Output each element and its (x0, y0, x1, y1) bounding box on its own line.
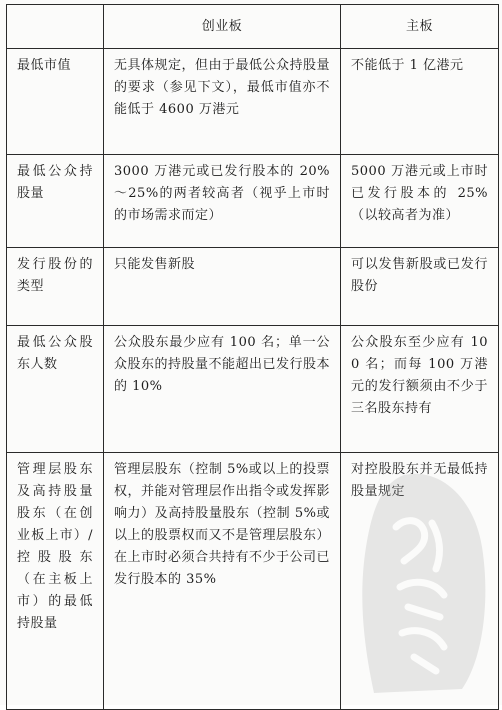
row-label: 发行股份的类型 (7, 248, 104, 326)
gem-cell: 只能发售新股 (104, 248, 341, 326)
table-row (7, 155, 499, 248)
gem-cell: 公众股东最少应有 100 名；单一公众股东的持股量不能超出已发行股本的 10% (104, 326, 341, 453)
main-board-cell: 5000 万港元或上市时已发行股本的 25%（以较高者为准） (341, 155, 499, 248)
table-header-row (7, 5, 499, 49)
header-cell-main: 主板 (341, 5, 499, 49)
row-label: 最低市值 (7, 49, 104, 155)
table-row (7, 326, 499, 453)
header-cell-blank (7, 5, 104, 49)
header-cell-gem: 创业板 (104, 5, 341, 49)
gem-cell: 3000 万港元或已发行股本的 20%～25%的两者较高者（视乎上市时的市场需求而定） (104, 155, 341, 248)
main-board-cell: 不能低于 1 亿港元 (341, 49, 499, 155)
row-label: 最低公众股东人数 (7, 326, 104, 453)
table-row (7, 453, 499, 710)
gem-cell: 无具体规定，但由于最低公众持股量的要求（参见下文），最低市值亦不能低于 4600 万港元 (104, 49, 341, 155)
row-label: 管理层股东及高持股量股东（在创业板上市）/控股股东（在主板上市）的最低持股量 (7, 453, 104, 710)
table-row (7, 49, 499, 155)
table-row (7, 248, 499, 326)
row-label: 最低公众持股量 (7, 155, 104, 248)
main-board-cell: 可以发售新股或已发行股份 (341, 248, 499, 326)
main-board-cell: 对控股股东并无最低持股量规定 (341, 453, 499, 710)
gem-cell: 管理层股东（控制 5%或以上的投票权，并能对管理层作出指令或发挥影响力）及高持股量股东（控制 5%或以上的股票权而又不是管理层股东）在上市时必须合共持有不少于公司已发行股本的 35% (104, 453, 341, 710)
main-board-cell: 公众股东至少应有 100 名；而每 100 万港元的发行额须由不少于三名股东持有 (341, 326, 499, 453)
comparison-table (6, 4, 499, 710)
